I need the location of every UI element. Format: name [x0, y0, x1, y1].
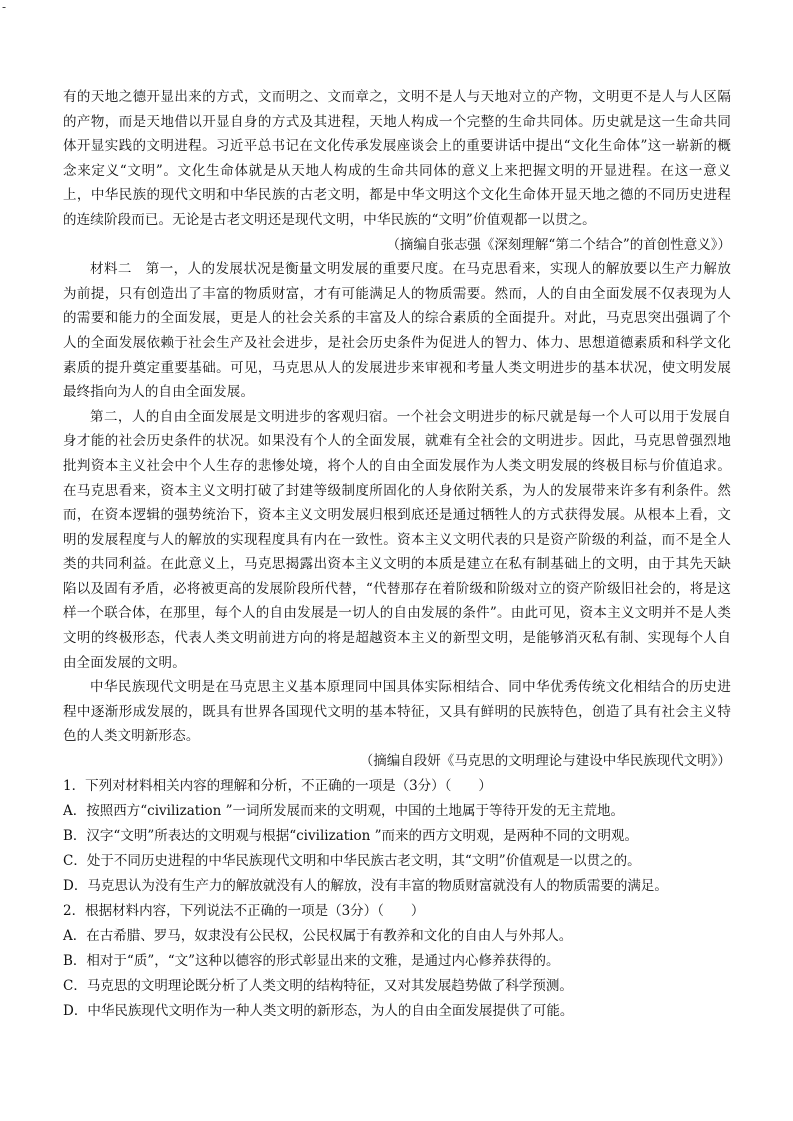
document-body — [63, 85, 731, 1024]
question-2-option-a: A．在古希腊、罗马，奴隶没有公民权，公民权属于有教养和文化的自由人与外邦人。 — [63, 927, 573, 944]
question-1-option-b: B．汉字“文明”所表达的文明观与根据“civilization ”而来的西方文明观，是两种不同的文明观。 — [63, 827, 639, 844]
question-1-option-a: A．按照西方“civilization ”一词所发展而来的文明观，中国的土地属于等待开发的无主荒地。 — [63, 802, 625, 819]
question-1-stem: 1．下列对材料相关内容的理解和分析，不正确的一项是（3分）（ ） — [63, 777, 492, 794]
corner-mark: - — [2, 0, 7, 14]
material-two-paragraph-3: 中华民族现代文明是在马克思主义基本原理同中国具体实际相结合、同中华优秀传统文化相结合的历史进程中逐渐形成发展的，既具有世界各国现代文明的基本特征，又具有鲜明的民族特色，创造了具有社会主义特色的人类文明新形态。 — [63, 679, 731, 745]
material-one-tail-paragraph: 有的天地之德开显出来的方式，文而明之、文而章之，文明不是人与天地对立的产物，文明更不是人与人区隔的产物，而是天地借以开显自身的方式及其进程，天地人构成一个完整的生命共同体。历史就是这一生命共同体开显实践的文明进程。习近平总书记在文化传承发展座谈会上的重要讲话中提出“文化生命体”这一崭新的概念来定义“文明”。文化生命体就是从天地人构成的生命共同体的意义上来把握文明的开显进程。在这一意义上，中华民族的现代文明和中华民族的古老文明，都是中华文明这个文化生命体开显天地之德的不同历史进程的连续阶段而已。无论是古老文明还是现代文明，中华民族的“文明”价值观都一以贯之。 — [63, 89, 731, 228]
source-citation-one: （摘编自张志强《深刻理解“第二个结合”的首创性意义》） — [386, 236, 731, 253]
question-2-option-c: C．马克思的文明理论既分析了人类文明的结构特征，又对其发展趋势做了科学预测。 — [63, 977, 573, 994]
question-1-option-d: D．马克思认为没有生产力的解放就没有人的解放，没有丰富的物质财富就没有人的物质需要的满足。 — [63, 877, 668, 894]
question-2-option-b: B．相对于“质”，“文”这种以德容的形式彰显出来的文雅，是通过内心修养获得的。 — [63, 952, 560, 969]
source-citation-two: （摘编自段妍《马克思的文明理论与建设中华民族现代文明》） — [359, 753, 731, 770]
question-1-option-c: C．处于不同历史进程的中华民族现代文明和中华民族古老文明，其“文明”价值观是一以贯之的。 — [63, 852, 641, 869]
material-two-paragraph-2: 第二，人的自由全面发展是文明进步的客观归宿。一个社会文明进步的标尺就是每一个人可以用于发展自身才能的社会历史条件的状况。如果没有个人的全面发展，就难有全社会的文明进步。因此，马克思曾强烈地批判资本主义社会中个人生存的悲惨处境，将个人的自由全面发展作为人类文明发展的终极目标与价值追求。在马克思看来，资本主义文明打破了封建等级制度所固化的人身依附关系，为人的发展带来许多有利条件。然而，在资本逻辑的强势统治下，资本主义文明发展归根到底还是通过牺牲人的方式获得发展。从根本上看，文明的发展程度与人的解放的实现程度具有内在一致性。资本主义文明代表的只是资产阶级的利益，而不是全人类的共同利益。在此意义上，马克思揭露出资本主义文明的本质是建立在私有制基础上的文明，由于其先天缺陷以及固有矛盾，必将被更高的发展阶段所代替，“代替那存在着阶级和阶级对立的资产阶级旧社会的，将是这样一个联合体，在那里，每个人的自由发展是一切人的自由发展的条件”。由此可见，资本主义文明并不是人类文明的终极形态，代表人类文明前进方向的将是超越资本主义的新型文明，是能够消灭私有制、实现每个人自由全面发展的文明。 — [63, 408, 731, 671]
question-1 — [63, 774, 731, 899]
material-two-paragraph-1: 材料二 第一，人的发展状况是衡量文明发展的重要尺度。在马克思看来，实现人的解放要以生产力解放为前提，只有创造出了丰富的物质财富，才有可能满足人的物质需要。然而，人的自由全面发展不仅表现为人的需要和能力的全面发展，更是人的社会关系的丰富及人的综合素质的全面提升。对此，马克思突出强调了个人的全面发展依赖于社会生产及社会进步，是社会历史条件为促进人的智力、体力、思想道德素质和科学文化素质的提升奠定重要基础。可见，马克思从人的发展进步来审视和考量人类文明进步的基本状况，使文明发展最终指向为人的自由全面发展。 — [63, 261, 731, 401]
question-2-option-d: D．中华民族现代文明作为一种人类文明的新形态，为人的自由全面发展提供了可能。 — [63, 1002, 574, 1019]
question-2 — [63, 899, 731, 1024]
question-2-stem: 2．根据材料内容，下列说法不正确的一项是（3分）（ ） — [63, 902, 425, 919]
